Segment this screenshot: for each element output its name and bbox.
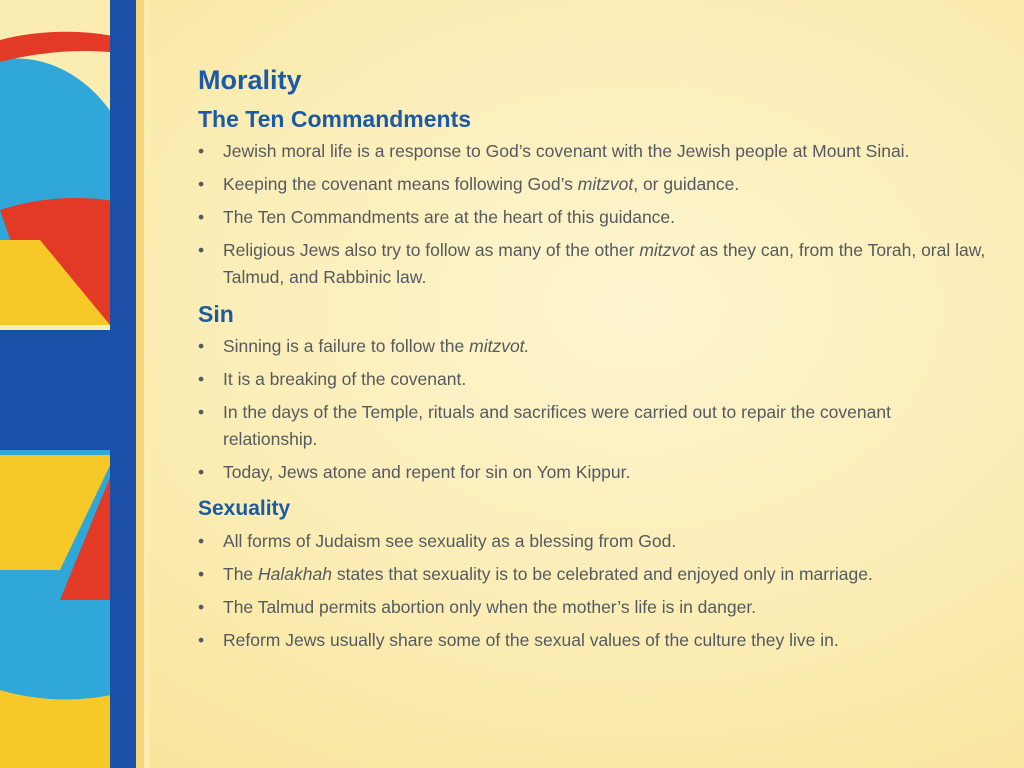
bullet-icon: • <box>198 597 205 617</box>
section-heading-sin: Sin <box>198 301 234 327</box>
blue-vertical-stripe <box>110 0 136 768</box>
bullet-list-sexuality <box>198 528 988 654</box>
bullet-icon: • <box>198 174 205 194</box>
bullet-icon: • <box>198 531 205 551</box>
bullet-icon: • <box>198 207 205 227</box>
list-item: • The Talmud permits abortion only when the mother’s life is in danger. <box>198 594 988 621</box>
bullet-icon: • <box>198 240 205 260</box>
list-item: • Religious Jews also try to follow as many of the other mitzvot as they can, from the Torah, oral law, Talmud, and Rabbinic law. <box>198 237 988 291</box>
gold-edge-stripe <box>136 0 144 768</box>
bullet-list-ten-commandments <box>198 138 988 291</box>
list-item: • It is a breaking of the covenant. <box>198 366 988 393</box>
section-heading-ten-commandments: The Ten Commandments <box>198 106 472 132</box>
list-item: • All forms of Judaism see sexuality as a blessing from God. <box>198 528 988 555</box>
bullet-icon: • <box>198 141 205 161</box>
slide-title: Morality <box>198 65 302 95</box>
sidebar-artwork <box>0 0 150 768</box>
decorative-sidebar <box>0 0 150 768</box>
list-item: • Jewish moral life is a response to God’s covenant with the Jewish people at Mount Sinai. <box>198 138 988 165</box>
list-item: • The Ten Commandments are at the heart of this guidance. <box>198 204 988 231</box>
section-heading-sexuality: Sexuality <box>198 497 291 520</box>
list-item: • Reform Jews usually share some of the sexual values of the culture they live in. <box>198 627 988 654</box>
bullet-icon: • <box>198 336 205 356</box>
list-item: • The Halakhah states that sexuality is to be celebrated and enjoyed only in marriage. <box>198 561 988 588</box>
list-item: • Today, Jews atone and repent for sin on Yom Kippur. <box>198 459 988 486</box>
bullet-icon: • <box>198 630 205 650</box>
bullet-icon: • <box>198 402 205 422</box>
bullet-list-sin <box>198 333 988 486</box>
list-item: • In the days of the Temple, rituals and sacrifices were carried out to repair the covenant relationship. <box>198 399 988 453</box>
slide-content <box>198 60 988 660</box>
list-item: • Sinning is a failure to follow the mitzvot. <box>198 333 988 360</box>
bullet-icon: • <box>198 369 205 389</box>
bullet-icon: • <box>198 462 205 482</box>
bullet-icon: • <box>198 564 205 584</box>
list-item: • Keeping the covenant means following God’s mitzvot, or guidance. <box>198 171 988 198</box>
